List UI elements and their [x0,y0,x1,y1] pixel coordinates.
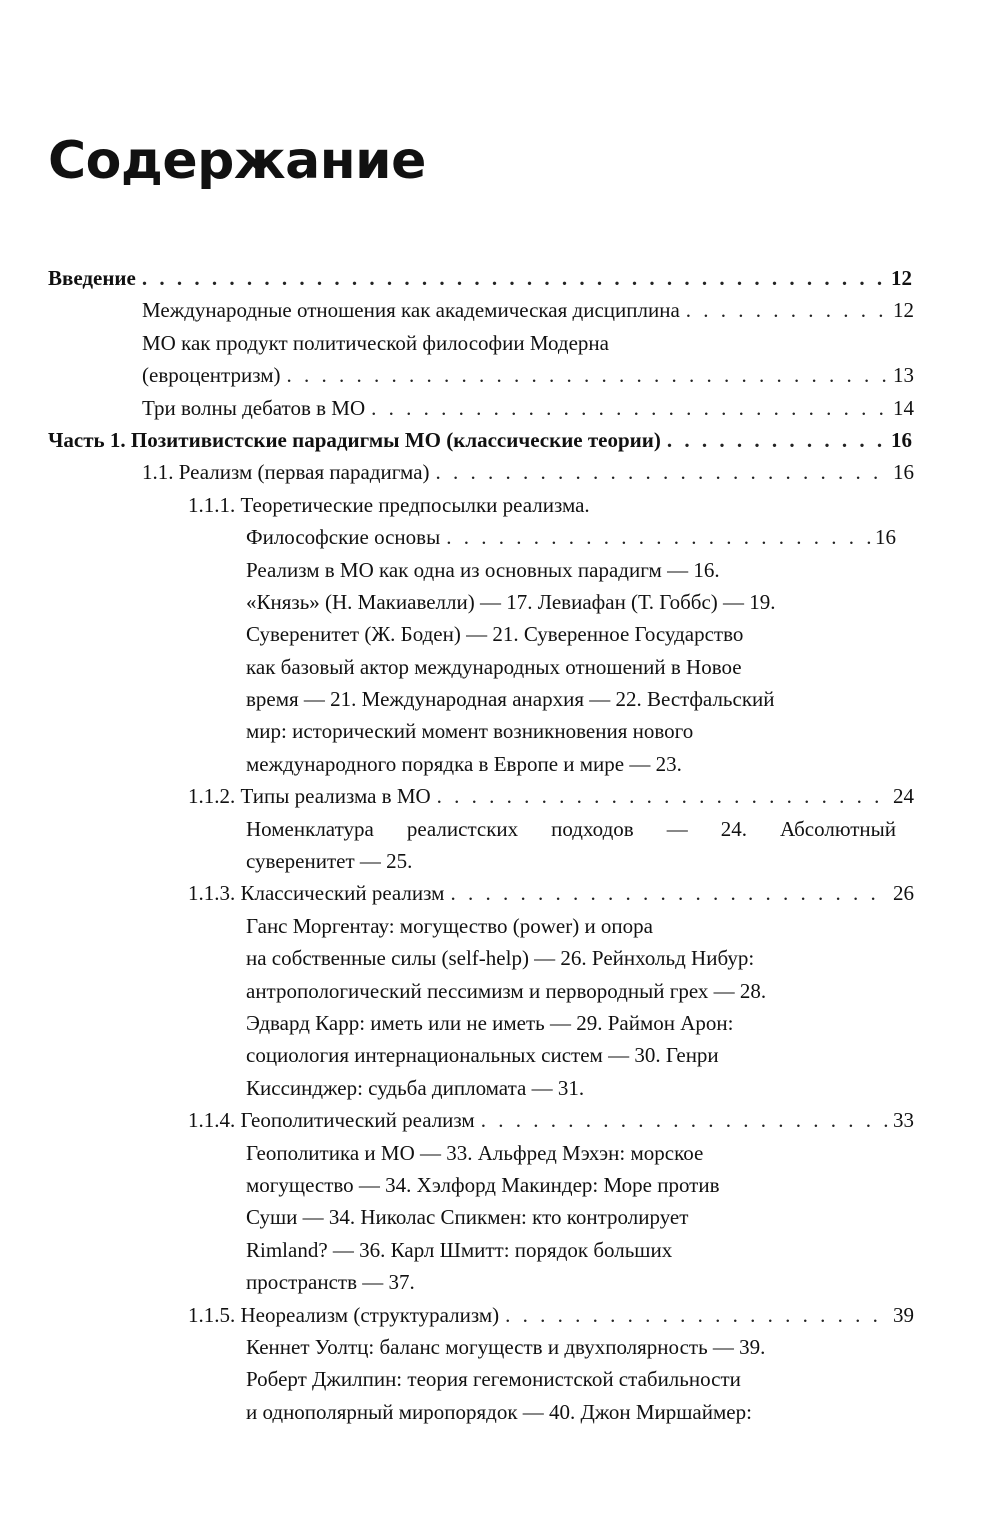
toc-subtopics-line: пространств — 37. [246,1270,415,1295]
toc-subtopics-line: Реализм в МО как одна из основных парадигм — 16. [246,557,720,582]
toc-page-number: 24 [893,784,914,809]
toc-subtopics-line: Геополитика и МО — 33. Альфред Мэхэн: морское [246,1140,704,1165]
toc-entry-1-1-1[interactable] [246,521,896,553]
toc-entry-label: Три волны дебатов в МО [142,395,366,420]
toc-page-number: 33 [893,1108,914,1133]
toc-entry-ir-discipline[interactable] [142,294,914,326]
toc-entry-part-1[interactable] [48,424,912,456]
toc-entry-label: 1.1.5. Неореализм (структурализм) [188,1302,500,1327]
dot-leader [686,294,889,326]
dot-leader [667,424,887,456]
toc-entry-1-1-2[interactable] [188,780,914,812]
toc-entry-label: Международные отношения как академическая дисциплина [142,298,680,323]
toc-page-number: 26 [893,881,914,906]
toc-subtopics-line: как базовый актор международных отношений в Новое [246,654,742,679]
dot-leader [436,456,889,488]
toc-entry-three-waves[interactable] [142,392,914,424]
toc-entry-introduction[interactable] [48,262,912,294]
toc-subtopics-line: могущество — 34. Хэлфорд Макиндер: Море против [246,1172,720,1197]
toc-entry-1-1-1-line1[interactable]: 1.1.1. Теоретические предпосылки реализма. [188,492,590,517]
toc-page-number: 12 [891,266,912,290]
toc-page-number: 14 [893,395,914,420]
toc-entry-label: 1.1. Реализм (первая парадигма) [142,460,430,485]
dot-leader [371,392,889,424]
toc-page-number: 16 [891,427,912,452]
dot-leader [142,262,887,294]
dot-leader [446,521,871,553]
toc-entry-modernity[interactable] [142,359,914,391]
toc-subtopics-line: суверенитет — 25. [246,849,413,874]
dot-leader [286,359,889,391]
toc-entry-label: 1.1.4. Геополитический реализм [188,1108,475,1133]
toc-subtopics-line: Роберт Джилпин: теория гегемонистской стабильности [246,1367,741,1392]
toc-subtopics-line: Киссинджер: судьба дипломата — 31. [246,1075,585,1100]
toc-subtopics-line: и однополярный миропорядок — 40. Джон Миршаймер: [246,1399,752,1424]
toc-entry-label: 1.1.2. Типы реализма в МО [188,784,431,809]
toc-page-number: 13 [893,363,914,388]
toc-subtopics-line: «Князь» (Н. Макиавелли) — 17. Левиафан (Т. Гоббс) — 19. [246,589,776,614]
toc-page-number: 16 [893,460,914,485]
toc-entry-1-1-5[interactable] [188,1299,914,1331]
toc-subtopics-line: антропологический пессимизм и первородный грех — 28. [246,978,767,1003]
table-of-contents [0,262,1000,1428]
toc-entry-1-1-3[interactable] [188,877,914,909]
toc-entry-modernity-line1[interactable]: МО как продукт политической философии Модерна [142,330,609,355]
toc-entry-label: Философские основы [246,525,441,550]
toc-subtopics-line: Ганс Моргентау: могущество (power) и опора [246,913,653,938]
toc-entry-label: Часть 1. Позитивистские парадигмы МО (классические теории) [48,427,661,452]
toc-page-number: 16 [875,525,896,550]
dot-leader [450,877,889,909]
toc-subtopics-line: время — 21. Международная анархия — 22. Вестфальский [246,687,775,712]
toc-subtopics-line: на собственные силы (self-help) — 26. Рейнхольд Нибур: [246,946,755,971]
toc-subtopics-line: Суши — 34. Николас Спикмен: кто контролирует [246,1205,689,1230]
toc-subtopics-line: Суверенитет (Ж. Боден) — 21. Суверенное Государство [246,622,744,647]
toc-entry-label: 1.1.3. Классический реализм [188,881,445,906]
dot-leader [481,1104,889,1136]
toc-entry-1-1[interactable] [142,456,914,488]
toc-page-number: 12 [893,298,914,323]
toc-entry-1-1-4[interactable] [188,1104,914,1136]
toc-entry-label: (евроцентризм) [142,363,281,388]
toc-subtopics-line: Кеннет Уолтц: баланс могуществ и двухполярность — 39. [246,1334,766,1359]
toc-subtopics-line: Номенклатура реалистских подходов — 24. Абсолютный [246,816,896,841]
toc-subtopics-line: Rimland? — 36. Карл Шмитт: порядок больших [246,1237,673,1262]
toc-subtopics-line: международного порядка в Европе и мире — 23. [246,751,682,776]
toc-subtopics-line: Эдвард Карр: иметь или не иметь — 29. Раймон Арон: [246,1010,734,1035]
dot-leader [437,780,889,812]
dot-leader [505,1299,889,1331]
toc-subtopics-line: социология интернациональных систем — 30. Генри [246,1043,719,1068]
toc-entry-label: Введение [48,266,136,290]
toc-page-number: 39 [893,1302,914,1327]
toc-subtopics-line: мир: исторический момент возникновения нового [246,719,694,744]
page-title: Содержание [48,131,426,191]
